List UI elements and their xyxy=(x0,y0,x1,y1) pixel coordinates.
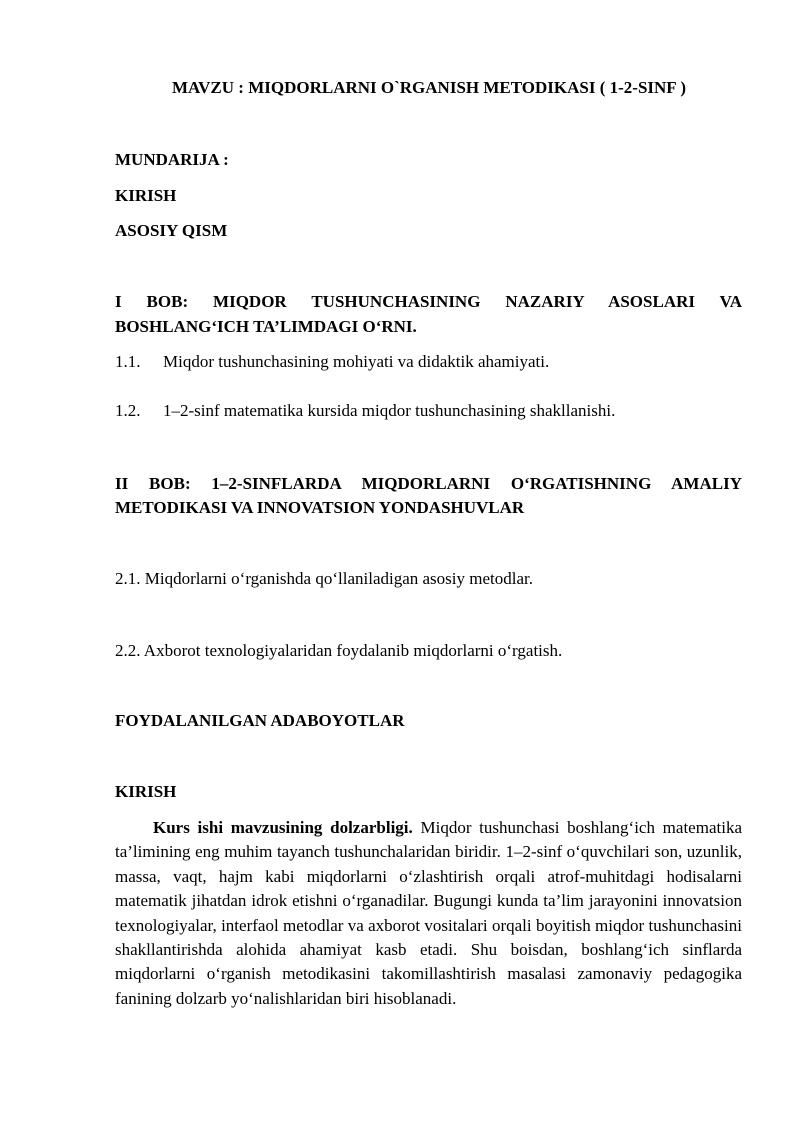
toc-intro: KIRISH xyxy=(115,186,177,205)
chapter2-title-line2: METODIKASI VA INNOVATSION YONDASHUVLAR xyxy=(115,498,525,517)
intro-body: Miqdor tushunchasi boshlang‘ich matematika ta’limining eng muhim tayanch tushunchalaridan biridir. 1–2-sinf o‘quvchilari son, uzunlik, massa, vaqt, hajm kabi miqdorlarni o‘zlashtirish orqali atrof-muhitdagi hodisalarni matematik jihatdan idrok etishni o‘rganadilar. Bugungi kunda ta’lim jarayonini innovatsion texnologiyalar, interfaol metodlar va axborot vositalari orqali boyitish miqdor tushunchasini shakllantirishda alohida ahamiyat kasb etadi. Shu boisdan, boshlang‘ich sinflarda miqdorlarni o‘rganish metodikasini takomillashtirish masalasi zamonaviy pedagogika fanining dolzarb yo‘nalishlaridan biri hisoblanadi. xyxy=(115,818,742,1008)
intro-heading: KIRISH xyxy=(115,782,177,801)
document-title: MAVZU : MIQDORLARNI O`RGANISH METODIKASI ( 1-2-SINF ) xyxy=(172,78,686,97)
toc-item-number: 1.1. xyxy=(115,352,141,371)
chapter1-title-line2: BOSHLANG‘ICH TA’LIMDAGI O‘RNI. xyxy=(115,317,417,336)
toc-item-2-2: 2.2. Axborot texnologiyalaridan foydalanib miqdorlarni o‘rgatish. xyxy=(115,641,563,660)
toc-item-1-2 xyxy=(115,399,615,423)
toc-item-text: 1–2-sinf matematika kursida miqdor tushunchasining shakllanishi. xyxy=(163,401,616,420)
toc-item-number: 1.2. xyxy=(115,401,141,420)
chapter1-title-line1: I BOB: MIQDOR TUSHUNCHASINING NAZARIY ASOSLARI VA xyxy=(115,292,742,311)
toc-item-1-1 xyxy=(115,350,549,374)
chapter2-title-line1: II BOB: 1–2-SINFLARDA MIQDORLARNI O‘RGATISHNING AMALIY xyxy=(115,474,742,493)
intro-lead: Kurs ishi mavzusining dolzarbligi. xyxy=(153,818,413,837)
toc-main-part: ASOSIY QISM xyxy=(115,221,228,240)
intro-paragraph xyxy=(115,816,742,1011)
toc-item-2-1: 2.1. Miqdorlarni o‘rganishda qo‘llaniladigan asosiy metodlar. xyxy=(115,569,533,588)
toc-references: FOYDALANILGAN ADABOYOTLAR xyxy=(115,711,405,730)
toc-item-text: Miqdor tushunchasining mohiyati va didaktik ahamiyati. xyxy=(163,352,550,371)
toc-heading: MUNDARIJA : xyxy=(115,150,229,169)
